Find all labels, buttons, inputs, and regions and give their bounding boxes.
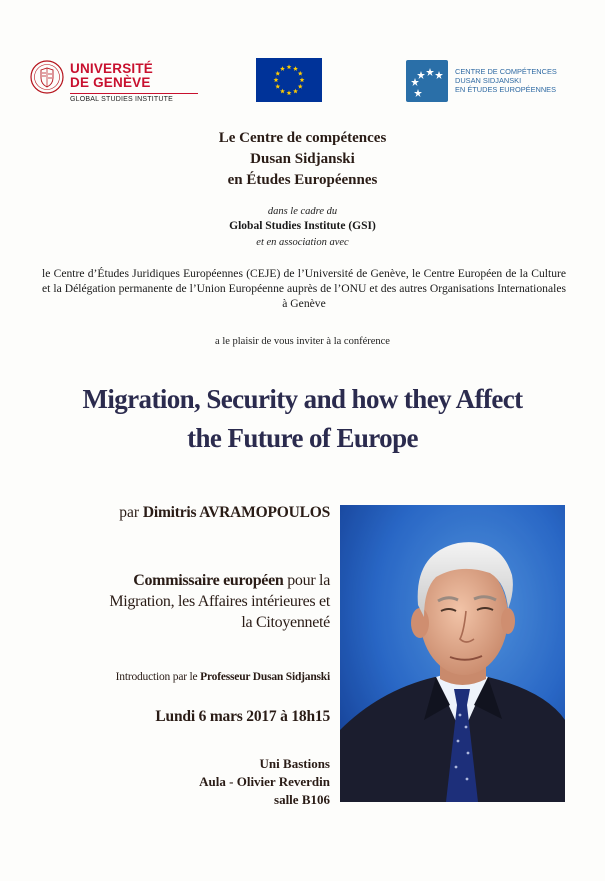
eu-star-icon	[287, 64, 292, 69]
organizer-line1: Le Centre de compétences	[218, 130, 387, 146]
centre-logo-mark	[406, 60, 448, 102]
framework-intro: dans le cadre du	[267, 206, 338, 217]
eu-flag	[256, 58, 322, 102]
venue-line1: Uni Bastions	[259, 756, 330, 771]
speaker-prefix: par	[119, 504, 139, 521]
venue-line3: salle B106	[274, 792, 330, 807]
university-name-line2: DE GENÈVE	[70, 75, 151, 90]
centre-competences-logo	[406, 60, 586, 104]
speaker-photo	[340, 505, 565, 802]
eu-star-icon	[298, 71, 303, 76]
association-text: et en association avec	[256, 237, 349, 248]
speaker-name: Dimitris AVRAMOPOULOS	[142, 504, 330, 521]
speaker-role	[40, 570, 330, 633]
intro-prefix: Introduction par le	[115, 671, 198, 683]
conference-title-line1: Migration, Security and how they Affect	[82, 384, 523, 414]
centre-logo-line2: DUSAN SIDJANSKI	[455, 76, 522, 85]
role-text-2: Migration, les Affaires intérieures et	[109, 593, 330, 610]
university-name-line1: UNIVERSITÉ	[70, 61, 154, 76]
role-text-3: la Citoyenneté	[241, 614, 330, 631]
eu-star-icon	[287, 90, 292, 95]
framework-name: Global Studies Institute (GSI)	[229, 220, 376, 232]
eu-stars-icon	[256, 58, 322, 102]
university-seal-icon	[30, 60, 64, 94]
university-subtitle: GLOBAL STUDIES INSTITUTE	[70, 96, 173, 103]
organizer-line2: Dusan Sidjanski	[250, 151, 355, 167]
eu-star-icon	[280, 66, 285, 71]
introduction-line	[40, 671, 330, 683]
centre-logo-line3: EN ÉTUDES EUROPÉENNES	[455, 85, 557, 94]
centre-stars-icon	[406, 60, 448, 102]
centre-logo-line1: CENTRE DE COMPÉTENCES	[455, 67, 557, 76]
intro-name: Professeur Dusan Sidjanski	[200, 671, 330, 683]
venue-block	[40, 755, 330, 809]
eu-star-icon	[293, 89, 298, 94]
university-of-geneva-logo	[30, 58, 180, 108]
eu-star-icon	[300, 77, 305, 82]
role-text-1: pour la	[283, 572, 330, 589]
organizer-line3: en Études Européennes	[227, 172, 378, 188]
eu-star-icon	[298, 84, 303, 89]
eu-star-icon	[275, 71, 280, 76]
logo-divider	[70, 93, 198, 94]
eu-star-icon	[280, 89, 285, 94]
event-date: Lundi 6 mars 2017 à 18h15	[155, 708, 330, 725]
invitation-text: a le plaisir de vous inviter à la conférence	[215, 336, 390, 347]
eu-star-icon	[274, 77, 279, 82]
speaker-line	[40, 504, 330, 522]
speaker-portrait	[340, 505, 565, 802]
partners-paragraph: le Centre d’Études Juridiques Européennes (CEJE) de l’Université de Genève, le Centre Européen de la Culture et la Délégation permanente de l’Union Européenne auprès de l’ONU et des autres Organisations Internationales à Genève	[42, 267, 566, 310]
conference-title-line2: the Future of Europe	[187, 423, 418, 453]
eu-star-icon	[275, 84, 280, 89]
eu-star-icon	[293, 66, 298, 71]
role-title: Commissaire européen	[133, 572, 284, 589]
venue-line2: Aula - Olivier Reverdin	[199, 774, 330, 789]
